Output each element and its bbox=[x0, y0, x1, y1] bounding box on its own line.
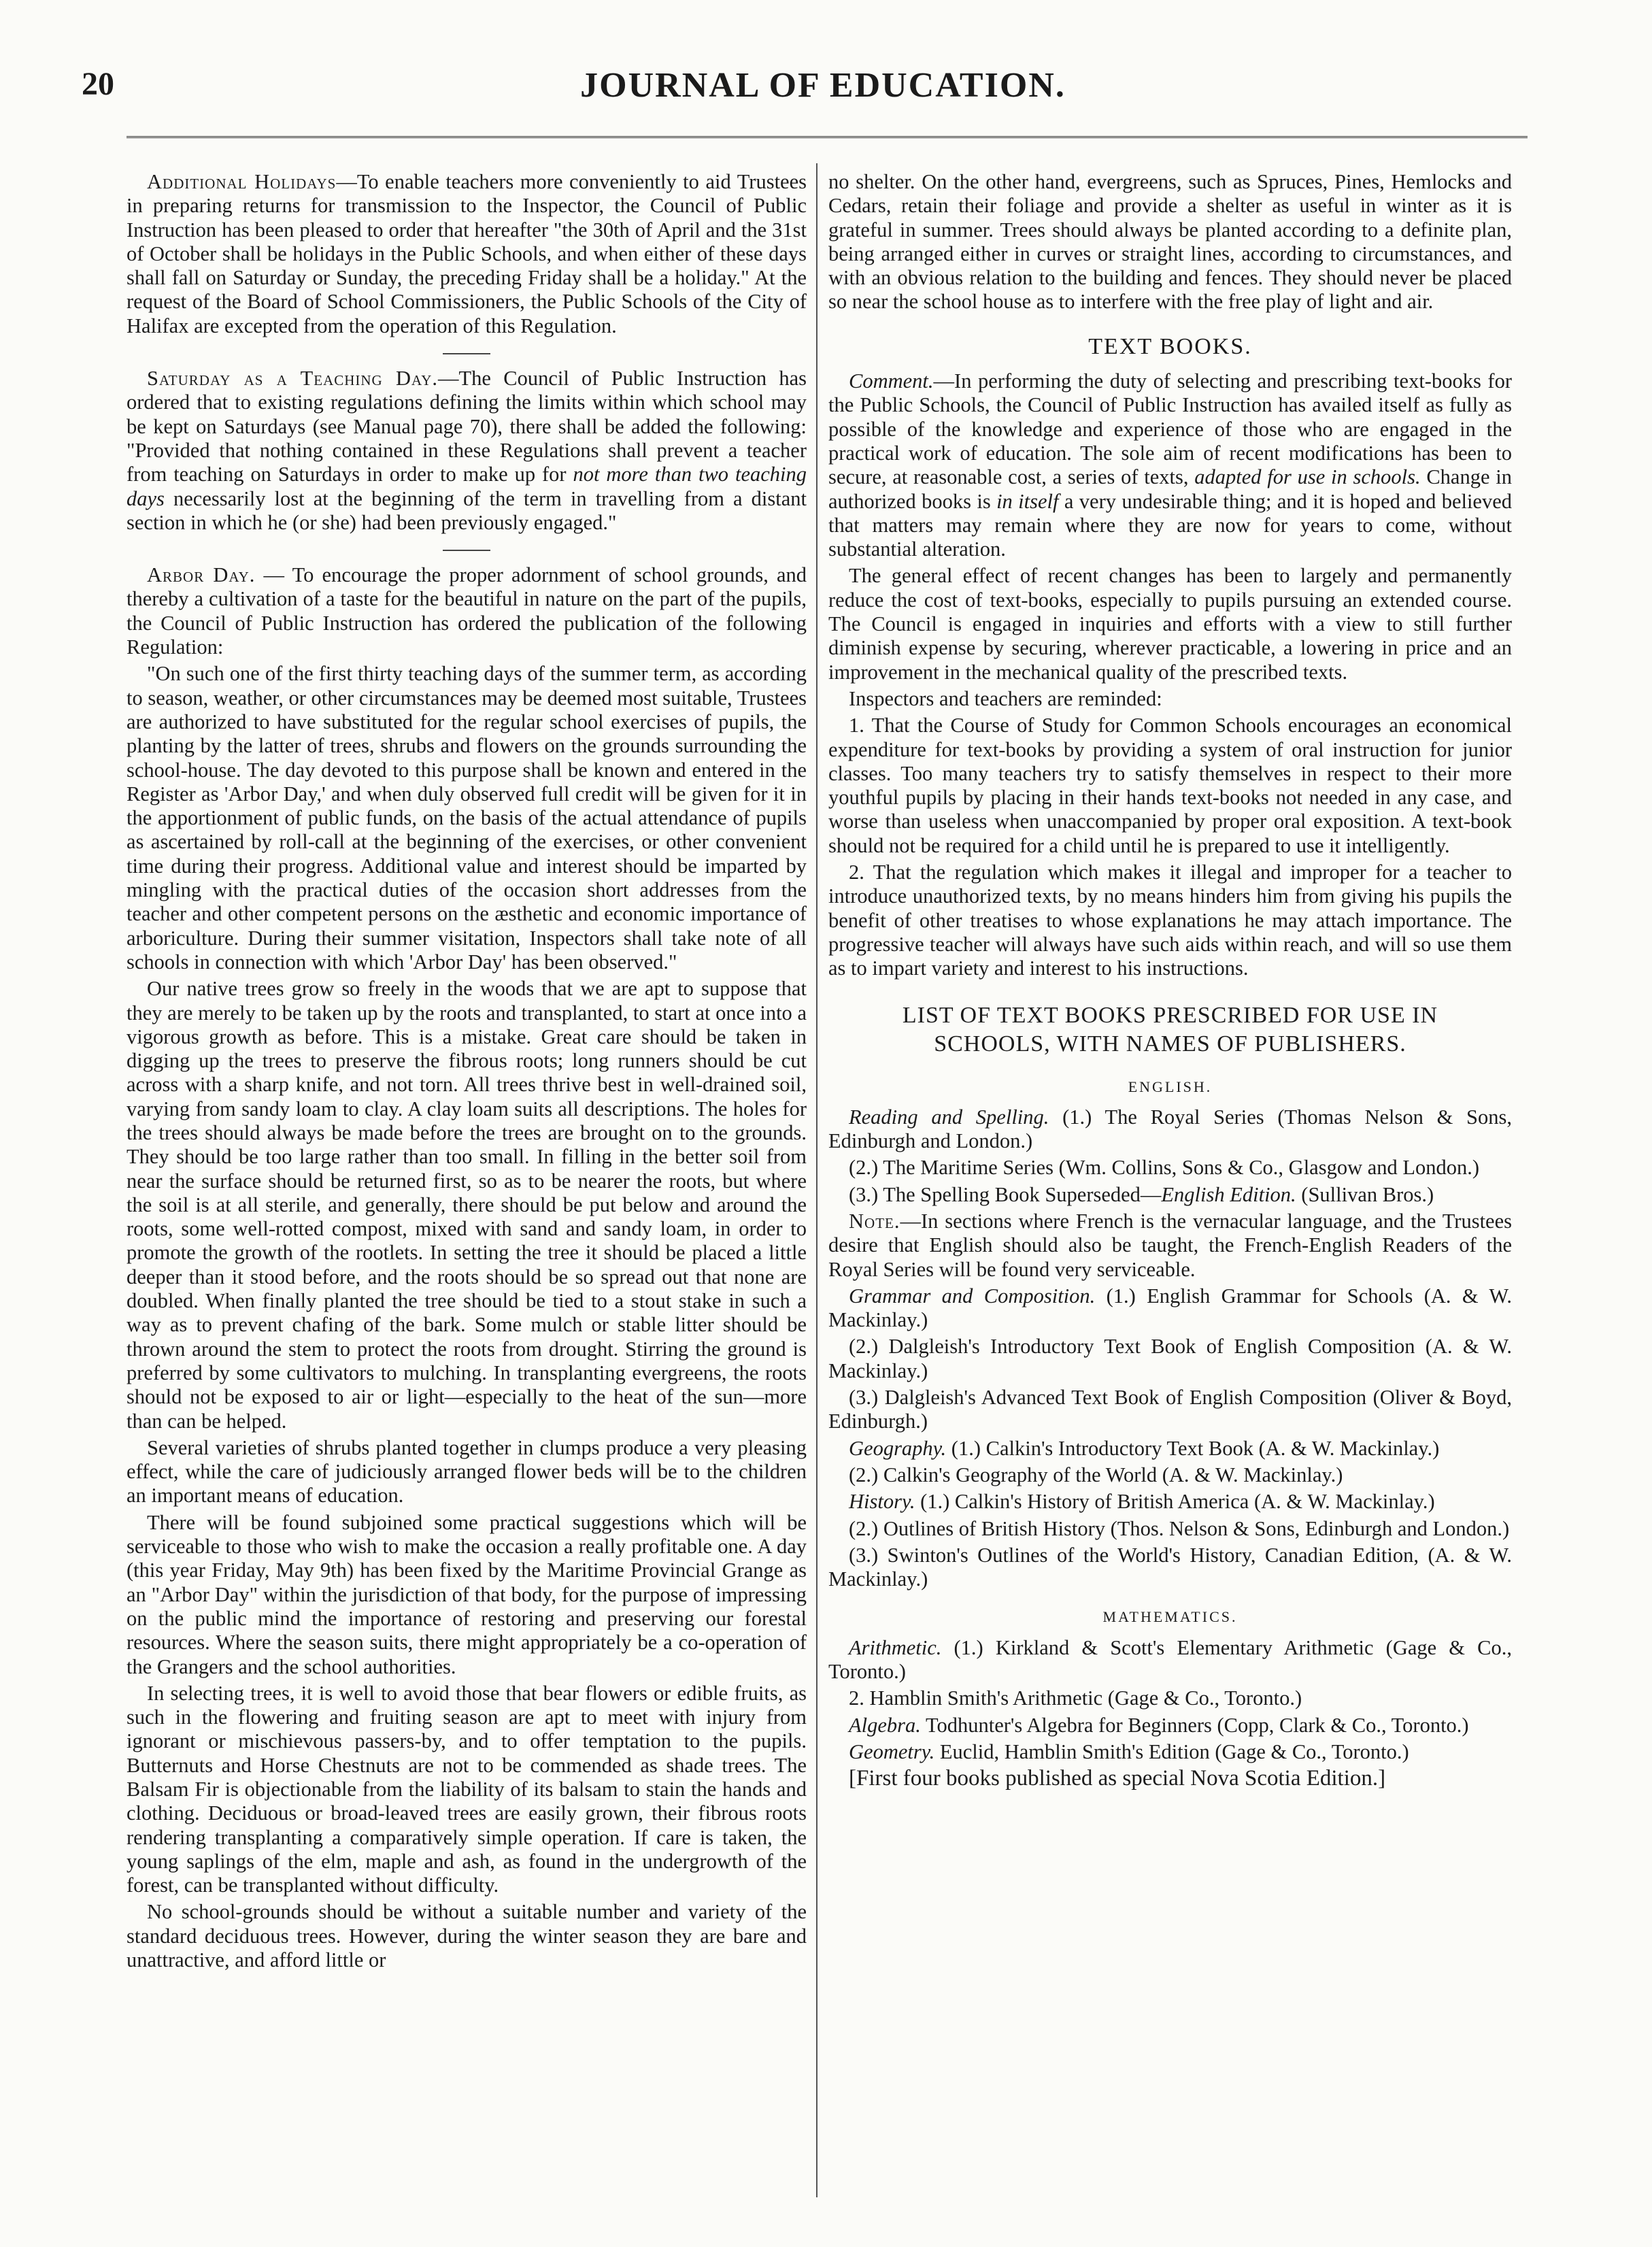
comment-text-c: a very undesirable thing; and it is hoped and believed that matters may remain where they are now for years to come, without substantial alteration. bbox=[828, 489, 1513, 561]
arithmetic-label: Arithmetic. bbox=[849, 1635, 942, 1659]
general-effect-paragraph: The general effect of recent changes has been to largely and permanently reduce the cost of text-books, especially to pupils pursuing an extended course. The Council is engaged in inquiries and efforts with a view to still further diminish expense by securing, wherever practicable, a lowering in price and an improvement in the mechanical quality of the prescribed texts. bbox=[828, 564, 1512, 684]
arbor-day-paragraph bbox=[127, 563, 807, 659]
reading-text-1: (1.) The Royal Series (Thomas Nelson & Sons, Edinburgh and London.) bbox=[828, 1105, 1512, 1153]
arbor-day-heading: Arbor Day. bbox=[147, 563, 256, 587]
geometry-entry bbox=[828, 1740, 1512, 1764]
page-number: 20 bbox=[82, 66, 114, 102]
geography-entry-2: (2.) Calkin's Geography of the World (A. & W. Mackinlay.) bbox=[849, 1463, 1343, 1486]
history-entry-3: (3.) Swinton's Outlines of the World's History, Canadian Edition, (A. & W. Mackinlay.) bbox=[828, 1543, 1512, 1591]
comment-text-a: —In performing the duty of selecting and prescribing text-books for the Public Schools, the Council of Public Instruction has availed itself as fully as possible of the knowledge and experience of those who are engaged in the practical work of education. The sole aim of recent modifications has been to secure, at reasonable cost, a series of texts, bbox=[828, 369, 1512, 489]
arithmetic-text-1: (1.) Kirkland & Scott's Elementary Arithmetic (Gage & Co., Toronto.) bbox=[828, 1635, 1512, 1684]
geography-text-1: (1.) Calkin's Introductory Text Book (A. & W. Mackinlay.) bbox=[946, 1436, 1440, 1460]
arbor-day-text: — To encourage the proper adornment of school grounds, and thereby a cultivation of a taste for the beautiful in nature on the part of the pupils, the Council of Public Instruction has ordered the publication of the following Regulation: bbox=[127, 563, 807, 659]
page-header bbox=[82, 65, 1564, 113]
saturday-text-b: necessarily lost at the beginning of the term in travelling from a distant section in which he (or she) had been previously engaged." bbox=[127, 486, 807, 534]
algebra-text: Todhunter's Algebra for Beginners (Copp, Clark & Co., Toronto.) bbox=[920, 1713, 1469, 1737]
geometry-text: Euclid, Hamblin Smith's Edition (Gage & Co., Toronto.) bbox=[934, 1740, 1409, 1763]
geography-entry-1 bbox=[828, 1437, 1512, 1461]
grammar-text-1: (1.) English Grammar for Schools (A. & W. Mackinlay.) bbox=[828, 1284, 1512, 1332]
list-heading-line-2: SCHOOLS, WITH NAMES OF PUBLISHERS. bbox=[934, 1031, 1406, 1056]
additional-holidays-heading: Additional Holidays bbox=[147, 170, 337, 193]
reading-entry-1 bbox=[828, 1105, 1512, 1154]
list-heading bbox=[828, 1001, 1512, 1059]
grammar-entry-1 bbox=[828, 1284, 1512, 1333]
comment-italic-2: in itself bbox=[996, 489, 1059, 513]
journal-title: JOURNAL OF EDUCATION. bbox=[580, 66, 1066, 105]
grammar-label: Grammar and Composition. bbox=[849, 1284, 1096, 1308]
reading-entry-2: (2.) The Maritime Series (Wm. Collins, Sons & Co., Glasgow and London.) bbox=[849, 1156, 1480, 1180]
column-divider bbox=[816, 163, 817, 2197]
comment-italic-1: adapted for use in schools. bbox=[1194, 465, 1421, 489]
arithmetic-entry-1 bbox=[828, 1636, 1512, 1684]
reading-label: Reading and Spelling. bbox=[849, 1105, 1049, 1129]
reading-text-3b: (Sullivan Bros.) bbox=[1296, 1182, 1434, 1206]
evergreens-paragraph: no shelter. On the other hand, evergreens, such as Spruces, Pines, Hemlocks and Cedars, retain their foliage and provide a shelter as useful in winter as it is grateful in summer. Trees should always be planted according to a definite plan, being arranged either in curves or straight lines, according to circumstances, and with an obvious relation to the building and fences. They should never be placed so near the school house as to interfere with the free play of light and air. bbox=[828, 170, 1512, 314]
saturday-paragraph bbox=[127, 367, 807, 535]
list-heading-line-1: LIST OF TEXT BOOKS PRESCRIBED FOR USE IN bbox=[902, 1002, 1438, 1028]
note-label: Note. bbox=[849, 1209, 900, 1233]
mathematics-heading: MATHEMATICS. bbox=[1102, 1608, 1238, 1626]
separator bbox=[443, 550, 490, 551]
geography-label: Geography. bbox=[849, 1436, 947, 1460]
school-grounds-paragraph: No school-grounds should be without a suitable number and variety of the standard deciduous trees. However, during the winter season they are bare and unattractive, and afford little or bbox=[127, 1900, 807, 1972]
reading-italic-3: English Edition. bbox=[1161, 1182, 1296, 1206]
history-text-1: (1.) Calkin's History of British America (A. & W. Mackinlay.) bbox=[915, 1490, 1435, 1514]
left-column bbox=[127, 170, 807, 1975]
suggestions-paragraph: There will be found subjoined some practical suggestions which will be serviceable to those who wish to make the occasion a really profitable one. A day (this year Friday, May 9th) has been fixed by the Maritime Provincial Grange as an "Arbor Day" within the jurisdiction of that body, for the purpose of impressing on the public mind the importance of restoring and preserving our forestal resources. Where the season suits, there might appropriately be a co-operation of the Grangers and the school authorities. bbox=[127, 1510, 807, 1678]
history-label: History. bbox=[849, 1490, 915, 1514]
header-rule bbox=[127, 136, 1528, 138]
selecting-trees-paragraph: In selecting trees, it is well to avoid those that bear flowers or edible fruits, as such in the flowering and fruiting season are apt to meet with injury from ignorant or mischievous passers-by, and to offer temptation to the pupils. Butternuts and Horse Chestnuts are not to be commended as shade trees. The Balsam Fir is objectionable from the liability of its balsam to stain the hands and clothing. Deciduous or broad-leaved trees are easily grown, their fibrous roots rendering transplanting a comparatively simple operation. If care is taken, the young saplings of the elm, maple and ash, as found in the undergrowth of the forest, can be transplanted without difficulty. bbox=[127, 1681, 807, 1897]
additional-holidays-paragraph bbox=[127, 170, 807, 338]
native-trees-paragraph: Our native trees grow so freely in the woods that we are apt to suppose that they are merely to be taken up by the roots and transplanted, to start at once into a vigorous growth as before. This is a mistake. Great care should be taken in digging up the trees to preserve the fibrous roots; long runners should be cut across with a sharp knife, and not torn. All trees thrive best in well-drained soil, varying from sandy loam to clay. A clay loam suits all descriptions. The holes for the trees should always be made before the trees are brought on to the grounds. They should be too large rather than too small. In filling in the better soil from near the surface should be returned first, so as to be nearer the roots, but where the soil is at all sterile, and generally, there should be put below and around the roots, some well-rotted compost, mixed with sand and sandy loam, in order to promote the growth of the rootlets. In setting the tree it should be placed a little deeper than it stood before, and the roots should be so spread out that none are doubled. When finally planted the tree should be tied to a stout stake in such a way as to prevent chafing of the bark. Some mulch or stable litter should be thrown around the stem to protect the roots from drought. Stirring the ground is preferred by some cultivators to mulching. In transplanting evergreens, the roots should not be exposed to air or light—especially to the heat of the sun—more than can be helped. bbox=[127, 977, 807, 1433]
separator bbox=[443, 353, 490, 354]
right-column bbox=[828, 170, 1512, 1794]
algebra-entry bbox=[828, 1714, 1512, 1737]
comment-paragraph bbox=[828, 369, 1512, 561]
shrubs-paragraph: Several varieties of shrubs planted together in clumps produce a very pleasing effect, while the care of judiciously arranged flower beds will be to the children an important means of education. bbox=[127, 1435, 807, 1508]
grammar-entry-2: (2.) Dalgleish's Introductory Text Book of English Composition (A. & W. Mackinlay.) bbox=[828, 1335, 1512, 1382]
algebra-label: Algebra. bbox=[849, 1713, 921, 1737]
history-entry-2: (2.) Outlines of British History (Thos. Nelson & Sons, Edinburgh and London.) bbox=[849, 1516, 1510, 1540]
note-text: —In sections where French is the vernacular language, and the Trustees desire that English should also be taught, the French-English Readers of the Royal Series will be found very serviceable. bbox=[828, 1209, 1512, 1281]
comment-label: Comment. bbox=[849, 369, 934, 393]
reminded-paragraph: Inspectors and teachers are reminded: bbox=[849, 686, 1162, 710]
history-entry-1 bbox=[828, 1490, 1512, 1514]
reminder-item-1: 1. That the Course of Study for Common Schools encourages an economical expenditure for text-books by providing a system of oral instruction for junior classes. Too many teachers try to satisfy themselves in respect to their more youthful pupils by placing in their hands text-books not needed in any case, and worse than useless when unaccompanied by proper oral exposition. A text-book should not be required for a child until he is prepared to use it intelligently. bbox=[828, 714, 1512, 857]
english-heading: ENGLISH. bbox=[1128, 1078, 1213, 1095]
additional-holidays-text: —To enable teachers more conveniently to aid Trustees in preparing returns for transmission to the Inspector, the Council of Public Instruction has been pleased to order that hereafter "the 30th of April and the 31st of October shall be holidays in the Public Schools, and when either of these days shall fall on Saturday or Sunday, the preceding Friday shall be a holiday." At the request of the Board of School Commissioners, the Public Schools of the City of Halifax are excepted from the operation of this Regulation. bbox=[127, 170, 807, 337]
saturday-italic: not more than two teaching days bbox=[127, 463, 807, 510]
reminder-item-2: 2. That the regulation which makes it illegal and improper for a teacher to introduce unauthorized texts, by no means hinders him from giving his pupils the benefit of other treatises to whose explanations he may attach importance. The progressive teacher will always have such aids within reach, and will so use them as to impart variety and interest to his instructions. bbox=[828, 861, 1512, 980]
closing-note: [First four books published as special Nova Scotia Edition.] bbox=[849, 1766, 1386, 1791]
reading-text-3a: (3.) The Spelling Book Superseded— bbox=[849, 1182, 1162, 1206]
comment-text-b: Change in authorized books is bbox=[828, 465, 1512, 513]
reading-entry-3 bbox=[828, 1183, 1512, 1207]
grammar-entry-3: (3.) Dalgleish's Advanced Text Book of English Composition (Oliver & Boyd, Edinburgh.) bbox=[828, 1386, 1512, 1433]
saturday-heading: Saturday as a Teaching Day. bbox=[147, 367, 439, 390]
text-books-heading: TEXT BOOKS. bbox=[1088, 333, 1252, 359]
saturday-text-a: —The Council of Public Instruction has ordered that to existing regulations defining the limits within which school may be kept on Saturdays (see Manual page 70), there shall be added the following: "Provided that nothing contained in these Regulations shall prevent a teacher from teaching on Saturdays in order to make up for bbox=[127, 367, 807, 486]
arithmetic-entry-2: 2. Hamblin Smith's Arithmetic (Gage & Co., Toronto.) bbox=[849, 1686, 1302, 1710]
geometry-label: Geometry. bbox=[849, 1740, 935, 1763]
regulation-quote: "On such one of the first thirty teaching days of the summer term, as according to season, weather, or other circumstances may be deemed most suitable, Trustees are authorized to have substituted for the regular school exercises of pupils, the planting by the latter of trees, shrubs and flowers on the grounds surrounding the school-house. The day devoted to this purpose shall be known and entered in the Register as 'Arbor Day,' and when duly observed full credit will be given for it in the apportionment of public funds, on the basis of the actual attendance of pupils as ascertained by roll-call at the beginning of the exercises, or other convenient time during their progress. Additional value and interest should be imparted by mingling with the practical duties of the occasion short addresses from the teacher and other competent persons on the æsthetic and economic importance of arboriculture. During their summer visitation, Inspectors shall take note of all schools in connection with which 'Arbor Day' has been observed." bbox=[127, 662, 807, 973]
note-entry bbox=[828, 1210, 1512, 1282]
